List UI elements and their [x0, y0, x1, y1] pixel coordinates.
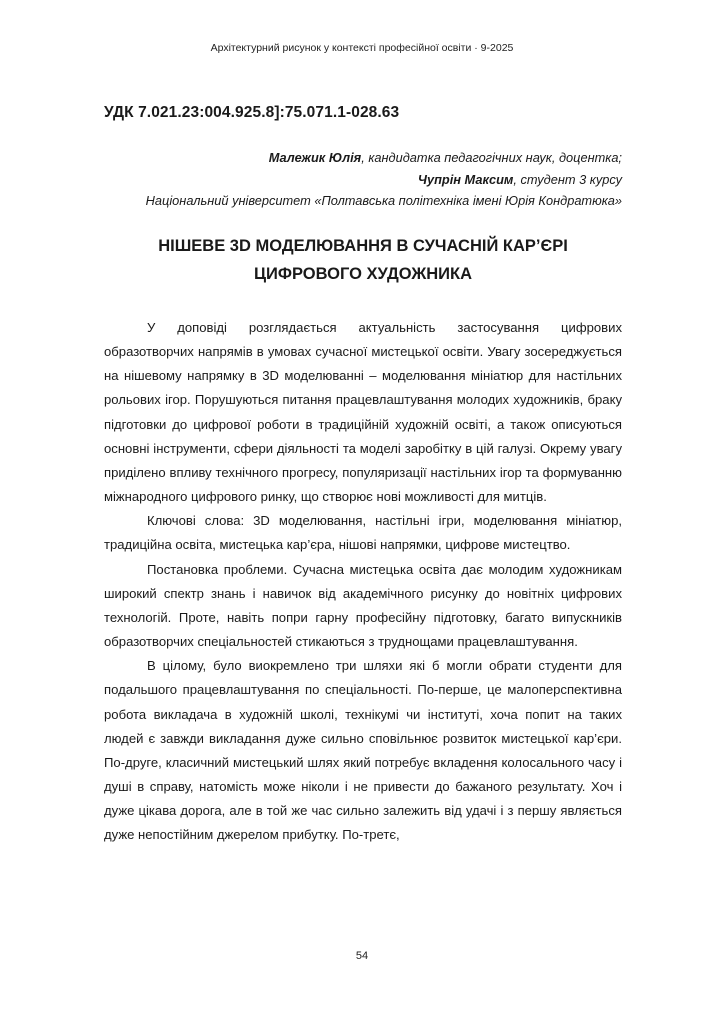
- author-role: , студент 3 курсу: [513, 171, 622, 187]
- running-header: Архітектурний рисунок у контексті професійної освіти · 9-2025: [210, 42, 514, 54]
- author-name: Чупрін Максим: [417, 171, 514, 187]
- title-line: ЦИФРОВОГО ХУДОЖНИКА: [254, 265, 472, 283]
- body-paragraph: В цілому, було виокремлено три шляхи які б могли обрати студенти для подальшого працевлаштування по спеціальності. По-перше, це малоперспективна робота викладача в художній школі, технікумі чи інституті, хоча попит на таких людей є завжди викладання дуже сильно сповільнює розвиток мистецької кар’єри. По-друге, класичний мистецький шлях який потребує вкладення колосального часу і душі в справу, натомість може ніколи і не привести до бажаного результату. Хоч і дуже цікава дорога, але в той же час сильно залежить від удачі і з першу являється дуже непостійним джерелом прибутку. По-третє,: [104, 658, 622, 843]
- body-text: [104, 316, 622, 847]
- page-number: 54: [355, 950, 369, 962]
- article-title: [104, 232, 622, 288]
- author-line: [146, 169, 622, 191]
- author-name: Малежик Юлія: [268, 150, 362, 165]
- udk-code: УДК 7.021.23:004.925.8]:75.071.1-028.63: [104, 104, 400, 121]
- affiliation: Національний університет «Полтавська політехніка імені Юрія Кондратюка»: [145, 193, 622, 208]
- author-line: [146, 147, 622, 169]
- problem-paragraph: Постановка проблеми. Сучасна мистецька освіта дає молодим художникам широкий спектр знань і навичок від академічного рисунку до новітніх цифрових технологій. Проте, навіть попри гарну професійну підготовку, багато випускників образотворчих спеціальностей стикаються з труднощами працевлаштування.: [104, 561, 622, 650]
- author-block: [146, 147, 622, 212]
- author-role: , кандидатка педагогічних наук, доцентка;: [361, 150, 622, 165]
- keywords-paragraph: Ключові слова: 3D моделювання, настільні ігри, моделювання мініатюр, традиційна освіта, мистецька кар’єра, нішові напрямки, цифрове мистецтво.: [104, 513, 622, 553]
- title-line: НІШЕВЕ 3D МОДЕЛЮВАННЯ В СУЧАСНІЙ КАР’ЄРІ: [158, 237, 568, 255]
- abstract-paragraph: У доповіді розглядається актуальність застосування цифрових образотворчих напрямів в умовах сучасної мистецької освіти. Увагу зосереджується на нішевому напрямку в 3D моделюванні – моделювання мініатюр для настільних рольових ігор. Порушуються питання працевлаштування молодих художників, браку підготовки до цифрової роботи в традиційній художній освіті, а також описуються основні інструменти, сфери діяльності та моделі заробітку в цій галузі. Окрему увагу приділено впливу технічного прогресу, популяризації настільних ігор та формуванню міжнародного цифрового ринку, що створює нові можливості для митців.: [104, 320, 622, 505]
